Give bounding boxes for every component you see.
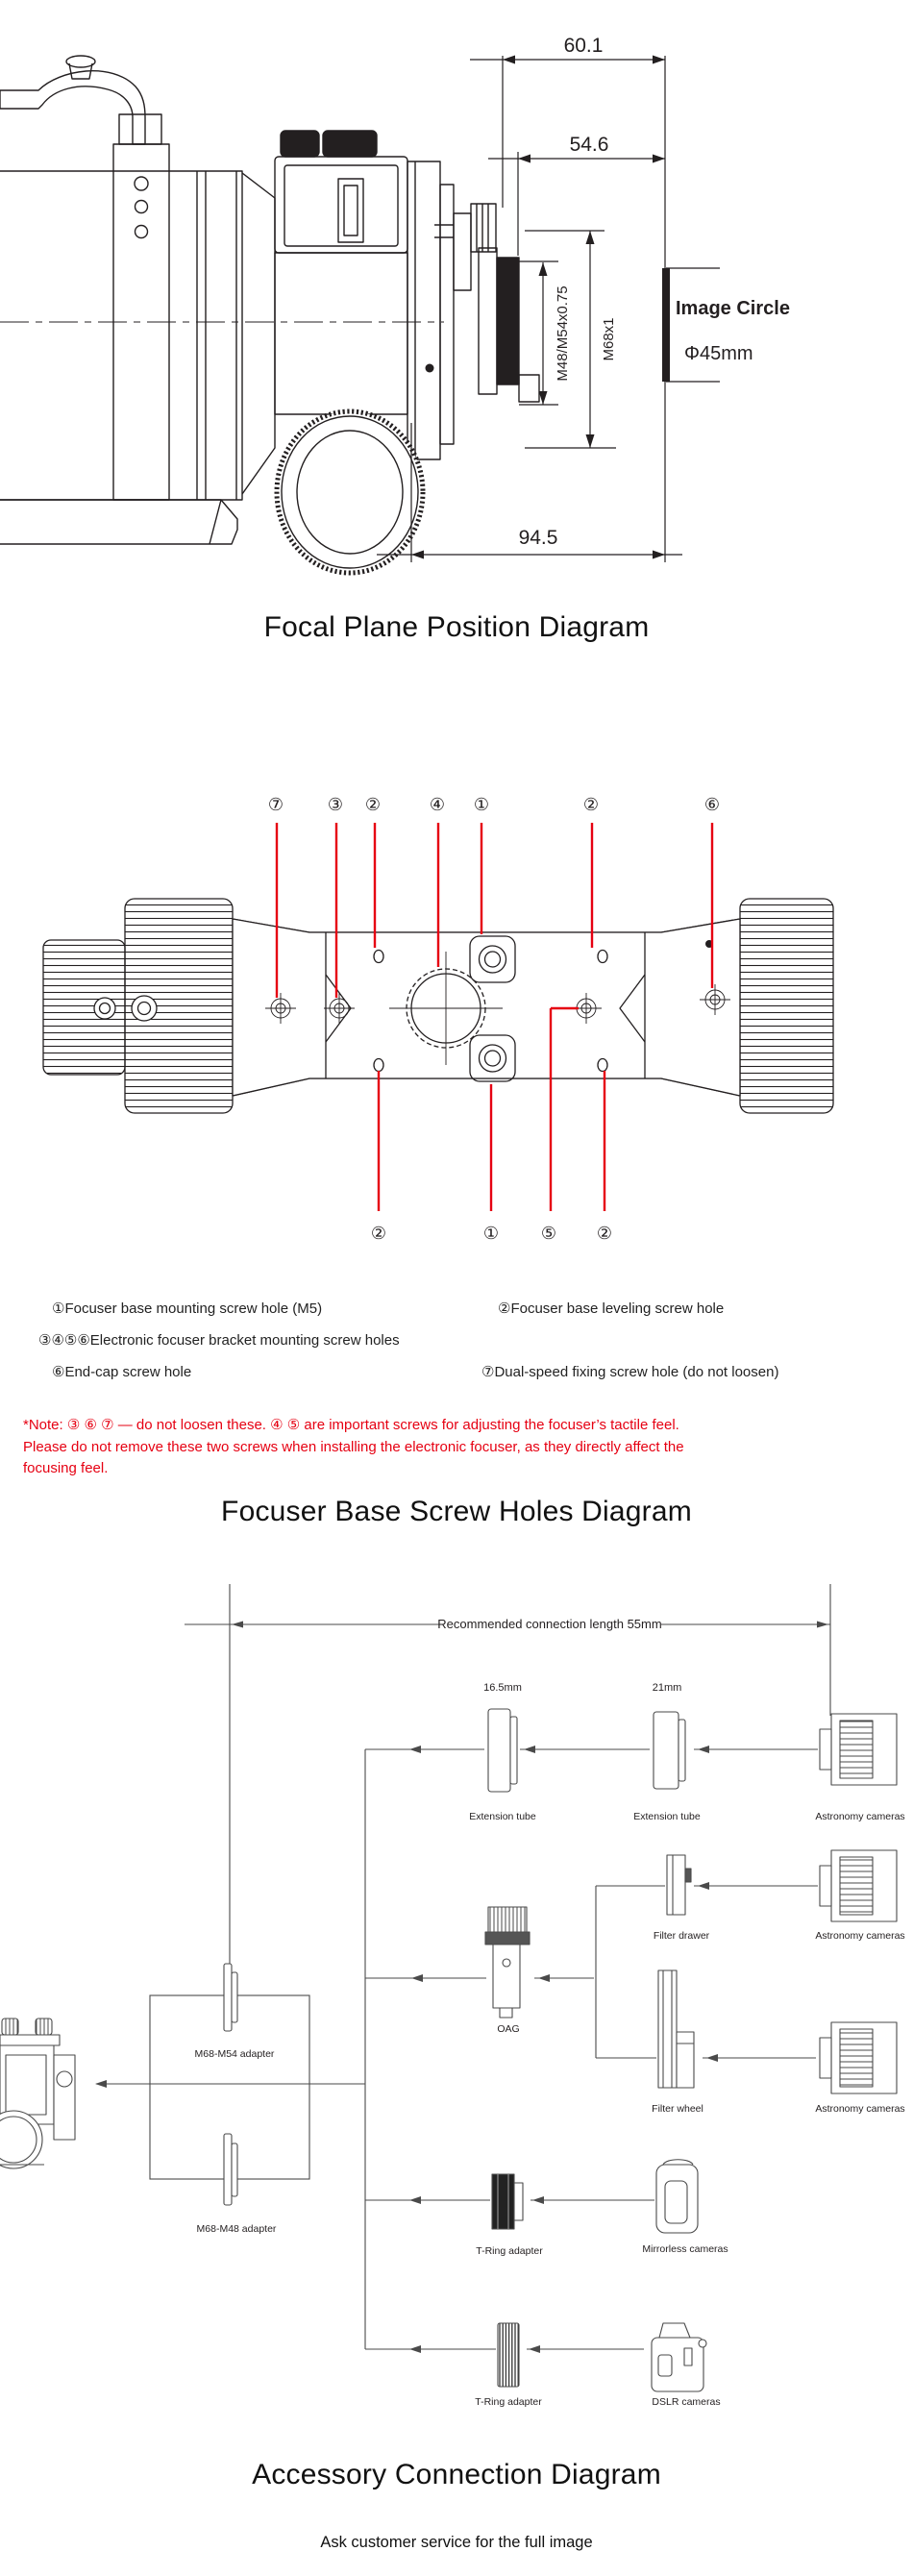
callout-top-7: ⑦	[267, 795, 284, 814]
mirrorless-cameras-label: Mirrorless cameras	[642, 2243, 728, 2255]
astronomy-cameras-label-1: Astronomy cameras	[815, 1811, 905, 1822]
extension-tube-1-icon	[488, 1709, 517, 1792]
focal-plane-dimension-labels	[519, 35, 790, 549]
filter-drawer-label: Filter drawer	[653, 1930, 710, 1942]
t-ring-dslr-label: T-Ring adapter	[475, 2396, 542, 2408]
dslr-cameras-label: DSLR cameras	[652, 2396, 721, 2408]
accessory-connection-lines	[95, 1584, 830, 2353]
dim-94-5: 94.5	[518, 527, 558, 549]
legend-item-3: ③④⑤⑥Electronic focuser bracket mounting screw holes	[38, 1332, 400, 1349]
legend-item-2: ②Focuser base leveling screw hole	[498, 1300, 725, 1317]
legend-item-1: ①Focuser base mounting screw hole (M5)	[52, 1300, 323, 1317]
extension-tube-2-label: Extension tube	[633, 1811, 701, 1822]
mirrorless-camera-icon	[656, 2160, 698, 2233]
section2-title: Focuser Base Screw Holes Diagram	[221, 1496, 692, 1527]
image-circle-title: Image Circle	[676, 298, 790, 319]
warning-note	[23, 1415, 900, 1480]
accessory-icons	[0, 1709, 897, 2391]
dslr-camera-icon	[652, 2323, 706, 2391]
extension-tube-2-icon	[654, 1712, 685, 1789]
ext1-size-label: 16.5mm	[483, 1682, 522, 1694]
footer-text: Ask customer service for the full image	[320, 2534, 593, 2551]
callout-bottom-5: ⑤	[540, 1224, 557, 1243]
section3-title: Accessory Connection Diagram	[252, 2459, 661, 2490]
m68-m48-label: M68-M48 adapter	[196, 2223, 277, 2235]
image-circle-value: Φ45mm	[684, 343, 753, 364]
m68-m54-label: M68-M54 adapter	[194, 2048, 275, 2060]
oag-icon	[485, 1907, 530, 2018]
filter-drawer-icon	[667, 1855, 691, 1915]
recommended-length-label: Recommended connection length 55mm	[437, 1617, 662, 1631]
telescope-rear-icon	[0, 2019, 75, 2168]
oag-label: OAG	[497, 2023, 520, 2035]
extension-tube-1-label: Extension tube	[469, 1811, 536, 1822]
focal-plane-dimensions	[377, 56, 720, 563]
callout-top-2a: ②	[364, 795, 382, 814]
callout-top-4: ④	[429, 795, 446, 814]
filter-wheel-icon	[658, 1970, 694, 2088]
ext2-size-label: 21mm	[652, 1682, 682, 1694]
astronomy-camera-icon-1	[820, 1714, 897, 1785]
warning-note-line-1: *Note: ③ ⑥ ⑦ — do not loosen these. ④ ⑤ are important screws for adjusting the focuser’s tactile feel.	[23, 1417, 679, 1433]
accessory-labels	[195, 1617, 905, 2408]
callout-top-3: ③	[327, 795, 344, 814]
callout-bottom-2a: ②	[370, 1224, 387, 1243]
dim-60-1: 60.1	[563, 35, 604, 57]
filter-wheel-label: Filter wheel	[652, 2103, 703, 2115]
callout-top-6: ⑥	[703, 795, 721, 814]
callout-bottom-1: ①	[482, 1224, 500, 1243]
callout-bottom-2b: ②	[596, 1224, 613, 1243]
m68-m54-adapter-icon	[224, 1964, 237, 2031]
astronomy-camera-icon-3	[820, 2022, 897, 2093]
thread-m68-label: M68x1	[601, 317, 617, 361]
callout-top-1: ①	[473, 795, 490, 814]
m68-m48-adapter-icon	[224, 2134, 237, 2205]
telescope-side-view	[0, 56, 539, 573]
astronomy-camera-icon-2	[820, 1850, 897, 1921]
thread-m48-label: M48/M54x0.75	[555, 285, 571, 382]
section1-title: Focal Plane Position Diagram	[263, 611, 650, 643]
t-ring-mirrorless-label: T-Ring adapter	[476, 2245, 543, 2257]
warning-note-line-3: focusing feel.	[23, 1460, 109, 1476]
legend-item-5: ⑦Dual-speed fixing screw hole (do not loosen)	[481, 1364, 779, 1380]
astronomy-cameras-label-2: Astronomy cameras	[815, 1930, 905, 1942]
legend-item-4: ⑥End-cap screw hole	[52, 1364, 192, 1380]
callout-top-2b: ②	[582, 795, 600, 814]
t-ring-adapter-dslr-icon	[498, 2323, 519, 2387]
warning-note-line-2: Please do not remove these two screws when installing the electronic focuser, as they directly affect the	[23, 1438, 684, 1455]
astronomy-cameras-label-3: Astronomy cameras	[815, 2103, 905, 2115]
dim-54-6: 54.6	[569, 134, 609, 156]
t-ring-adapter-mirrorless-icon	[492, 2174, 523, 2229]
